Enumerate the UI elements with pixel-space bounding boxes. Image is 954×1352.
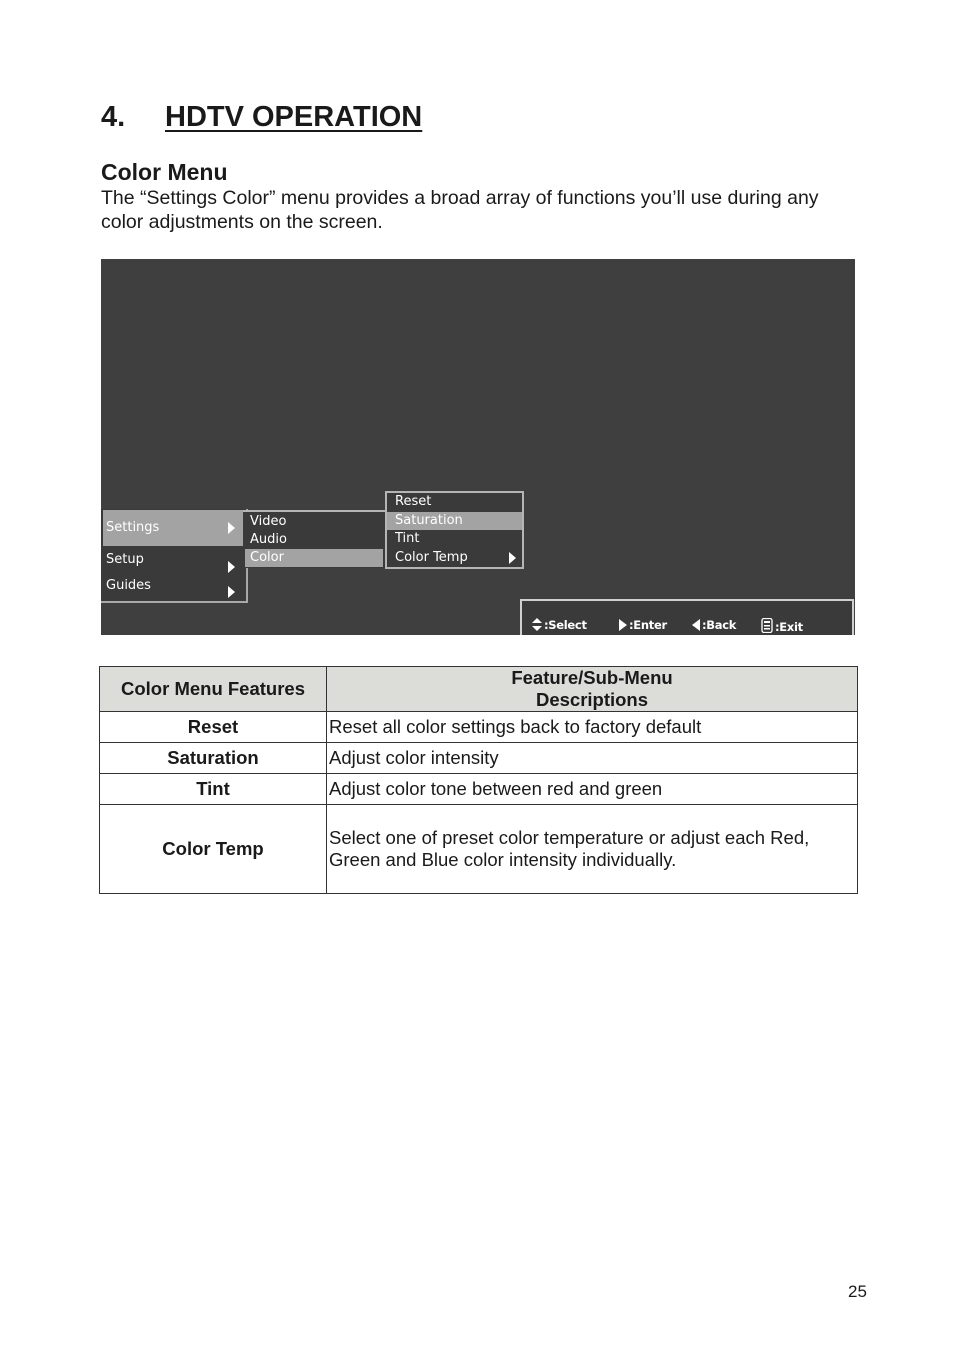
up-down-arrows-icon	[532, 618, 542, 631]
submenu-item-video[interactable]	[245, 513, 383, 531]
description-cell: Adjust color tone between red and green	[327, 774, 858, 805]
right-arrow-icon	[619, 619, 627, 631]
color-menu-item-label: Reset	[395, 494, 432, 509]
enter-hint-label: :Enter	[629, 618, 667, 632]
color-menu-item-label: Tint	[395, 531, 420, 546]
section-title: Color Menu	[101, 159, 228, 185]
main-menu-item-settings[interactable]	[103, 510, 243, 546]
feature-cell: Saturation	[100, 743, 327, 774]
remote-icon	[761, 618, 773, 633]
left-arrow-icon	[692, 619, 700, 631]
chapter-title: HDTV OPERATION	[165, 101, 423, 133]
select-hint-label: :Select	[544, 618, 587, 632]
color-submenu	[385, 491, 524, 569]
help-bar	[520, 599, 854, 635]
tv-screen-image	[101, 259, 855, 635]
color-menu-item-tint[interactable]	[387, 530, 522, 548]
color-menu-item-label: Color Temp	[395, 550, 468, 565]
main-menu-item-label: Guides	[106, 578, 151, 593]
header-descriptions-line2: Descriptions	[535, 689, 649, 710]
main-menu	[101, 509, 248, 603]
back-hint	[692, 618, 736, 632]
page-number: 25	[848, 1282, 867, 1301]
submenu-item-color[interactable]	[245, 549, 383, 567]
exit-hint	[761, 618, 803, 634]
color-menu-item-saturation[interactable]	[387, 512, 522, 530]
header-features: Color Menu Features	[100, 667, 327, 712]
header-descriptions	[327, 667, 858, 712]
table-row	[100, 712, 858, 743]
select-hint	[532, 618, 587, 632]
header-descriptions-line1: Feature/Sub-Menu	[511, 667, 673, 688]
section-intro: The “Settings Color” menu provides a broad array of functions you’ll use during any color adjustments on the screen.	[101, 187, 819, 233]
feature-cell: Tint	[100, 774, 327, 805]
feature-cell: Color Temp	[100, 805, 327, 894]
feature-cell: Reset	[100, 712, 327, 743]
submenu-item-label: Video	[250, 514, 287, 529]
settings-submenu	[243, 510, 387, 568]
right-triangle-icon	[228, 586, 235, 598]
submenu-item-label: Audio	[250, 532, 287, 547]
table-row	[100, 743, 858, 774]
enter-hint	[619, 618, 667, 632]
submenu-item-label: Color	[250, 550, 284, 565]
exit-hint-label: :Exit	[775, 620, 803, 634]
main-menu-item-label: Settings	[106, 520, 160, 535]
description-cell: Adjust color intensity	[327, 743, 858, 774]
color-menu-item-label: Saturation	[395, 513, 463, 528]
main-menu-item-guides[interactable]	[103, 571, 243, 601]
back-hint-label: :Back	[702, 618, 737, 632]
page-title	[101, 98, 422, 136]
color-menu-item-color-temp[interactable]	[387, 549, 522, 567]
color-menu-item-reset[interactable]	[387, 493, 522, 511]
description-text: Select one of preset color temperature or adjust each Red, Green and Blue color intensity individually.	[329, 827, 810, 870]
table-row	[100, 805, 858, 894]
description-cell	[327, 805, 858, 894]
right-triangle-icon	[509, 552, 516, 564]
submenu-item-audio[interactable]	[245, 531, 383, 549]
chapter-number: 4.	[101, 101, 126, 133]
right-triangle-icon	[228, 522, 235, 534]
table-row	[100, 774, 858, 805]
color-menu-features-table	[99, 666, 858, 894]
main-menu-item-label: Setup	[106, 552, 144, 567]
description-cell: Reset all color settings back to factory default	[327, 712, 858, 743]
table-header-row	[100, 667, 858, 712]
